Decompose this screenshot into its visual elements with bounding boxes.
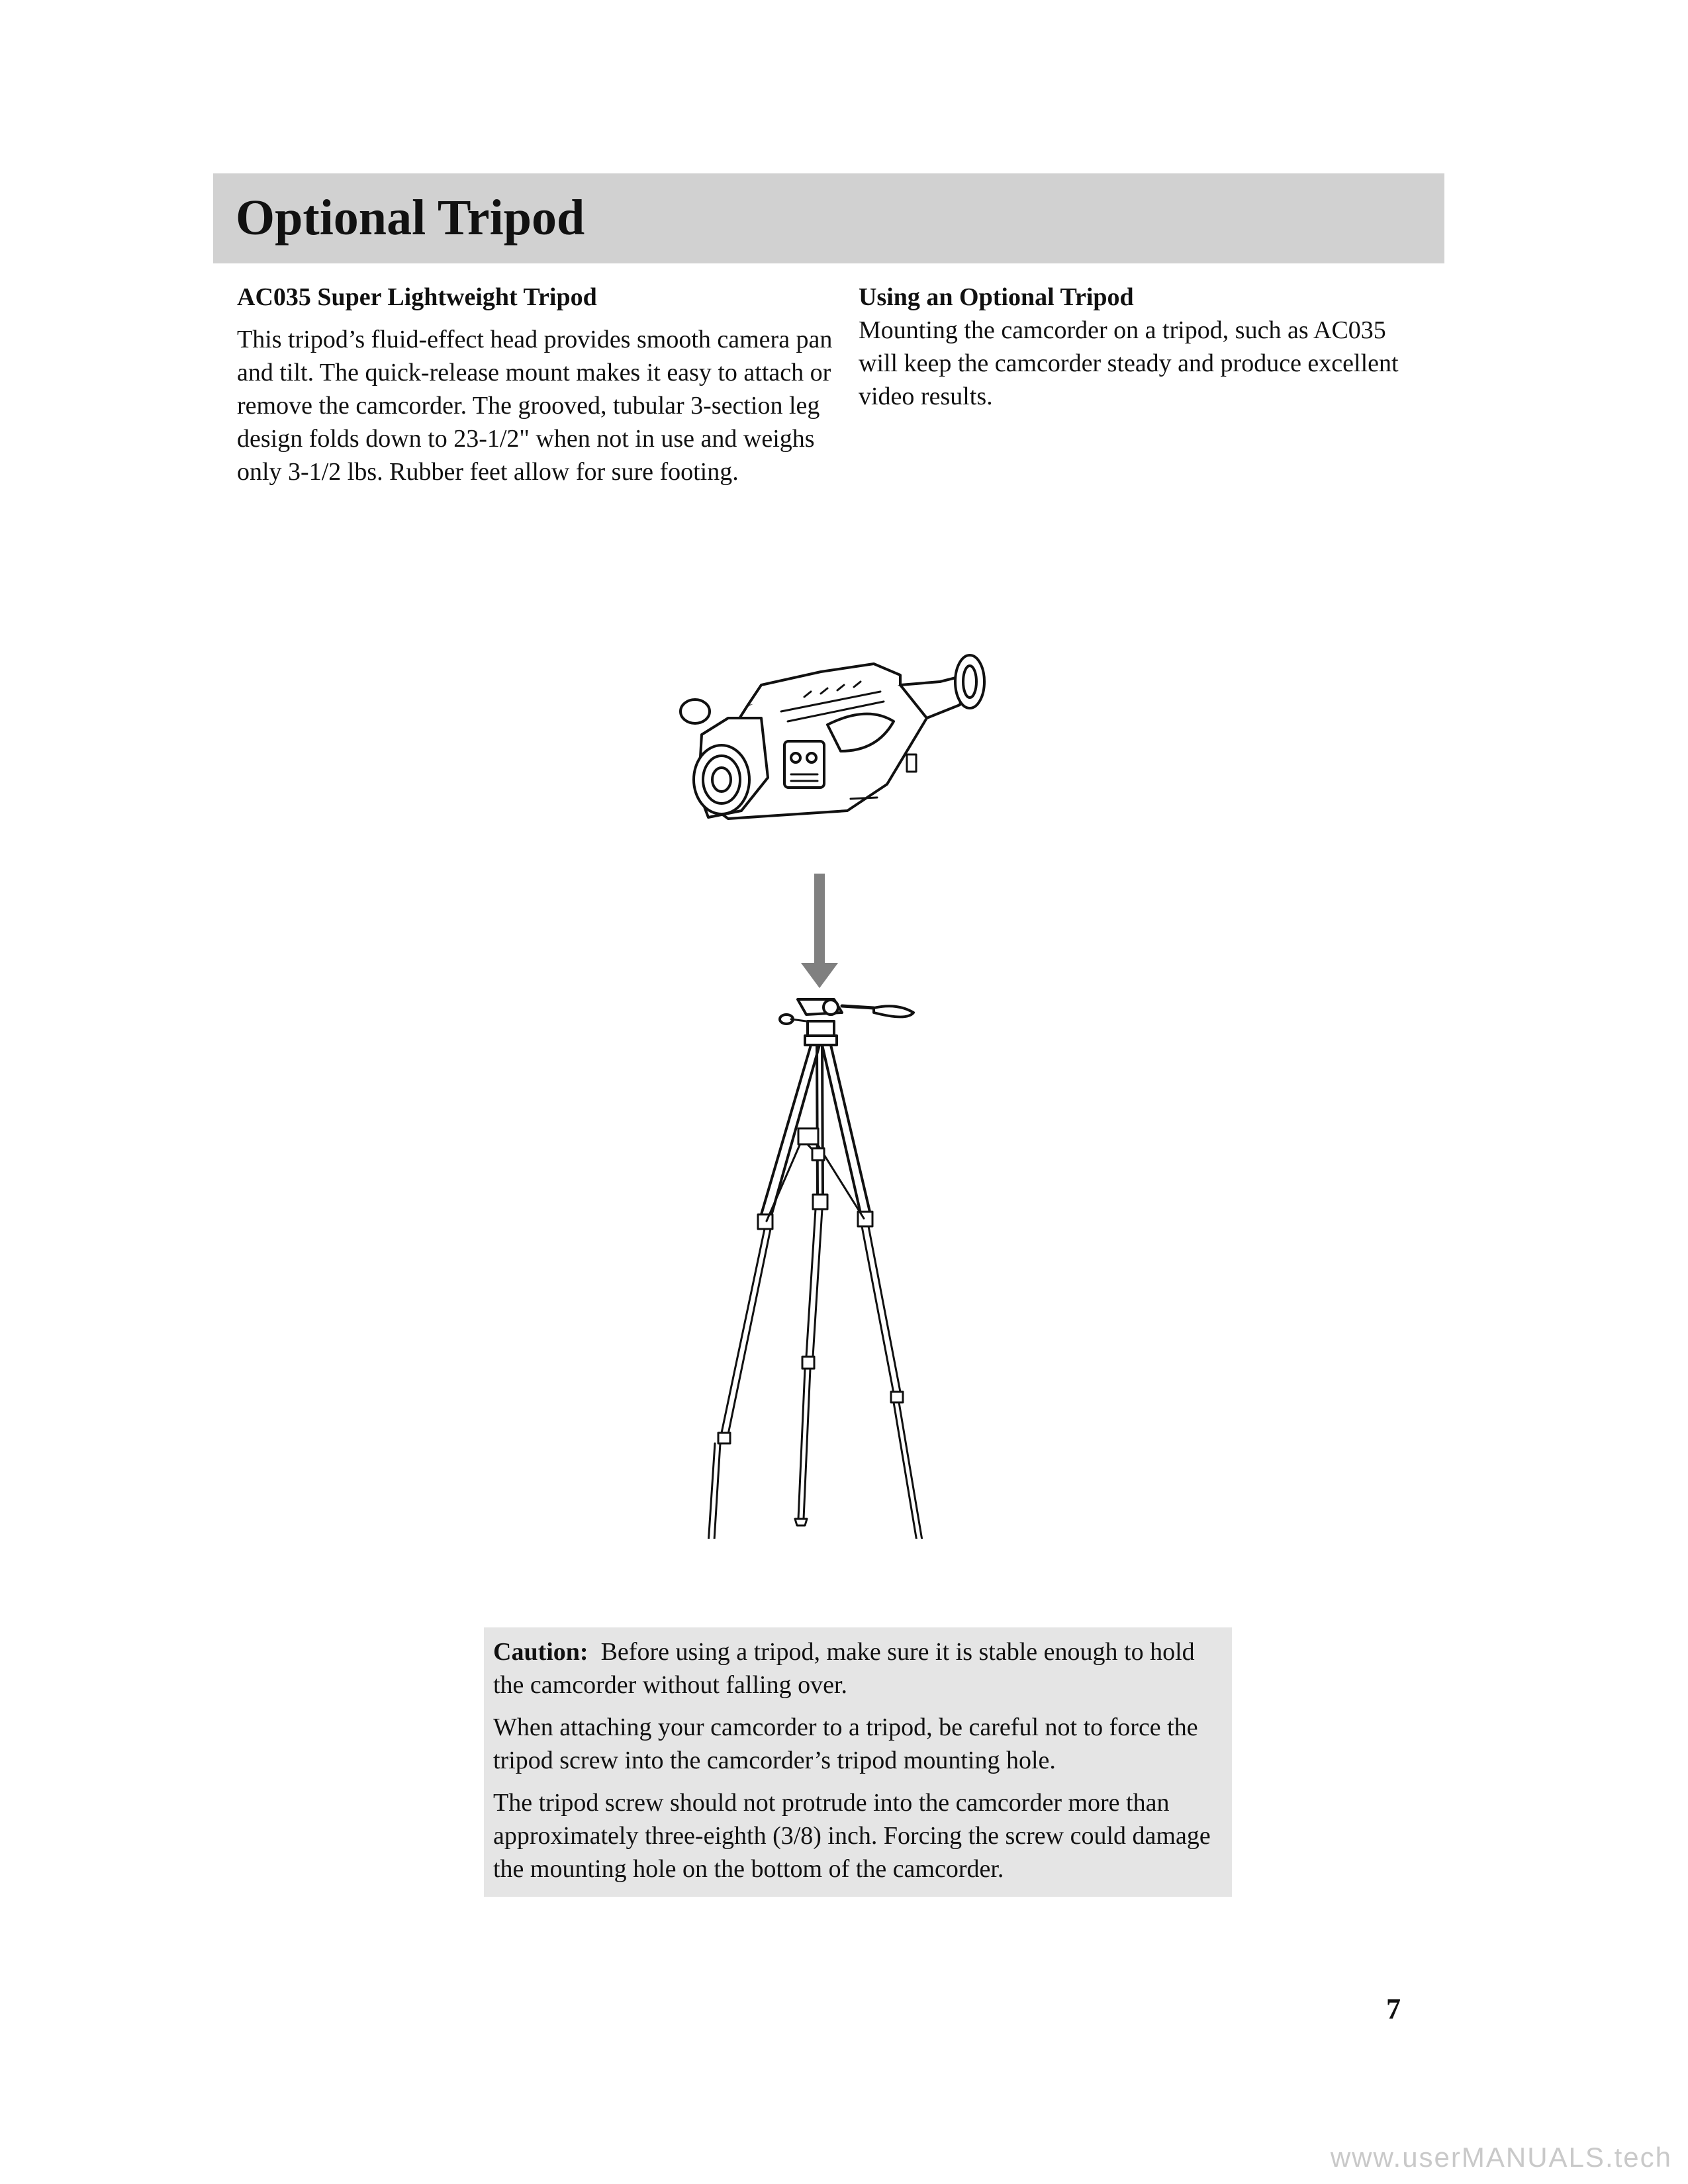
caution-label: Caution: — [493, 1638, 588, 1666]
right-column — [859, 281, 1401, 413]
caution-paragraph-3: The tripod screw should not protrude into the camcorder more than approximately three-eighth (3/8) inch. Forcing the screw could damage the mounting hole on the bottom of the camcorder. — [493, 1789, 1211, 1883]
right-column-body: Mounting the camcorder on a tripod, such as AC035 will keep the camcorder steady and produce excellent video results. — [859, 316, 1399, 410]
left-column — [237, 281, 833, 488]
page-number: 7 — [1386, 1993, 1401, 2025]
left-column-heading: AC035 Super Lightweight Tripod — [237, 283, 597, 311]
tripod-figure — [649, 645, 1046, 1539]
left-column-body: This tripod’s fluid-effect head provides smooth camera pan and tilt. The quick-release mount makes it easy to attach or remove the camcorder. The grooved, tubular 3-section leg design folds down to 23-1/2" when not in use and weighs only 3-1/2 lbs. Rubber feet allow for sure footing. — [237, 326, 833, 486]
down-arrow-icon — [801, 874, 838, 988]
right-column-heading: Using an Optional Tripod — [859, 283, 1134, 311]
camcorder-icon — [680, 655, 984, 819]
watermark-text: www.userMANUALS.tech — [1330, 2142, 1672, 2173]
caution-box — [484, 1627, 1232, 1897]
caution-paragraph-2: When attaching your camcorder to a tripod, be careful not to force the tripod screw into the camcorder’s tripod mounting hole. — [493, 1713, 1198, 1774]
caution-paragraph-1 — [493, 1635, 1223, 1702]
caution-text: Before using a tripod, make sure it is stable enough to hold the camcorder without falling over. — [493, 1638, 1195, 1699]
tripod-icon — [700, 999, 928, 1539]
header-bar — [213, 173, 1444, 263]
page-title: Optional Tripod — [236, 190, 585, 246]
